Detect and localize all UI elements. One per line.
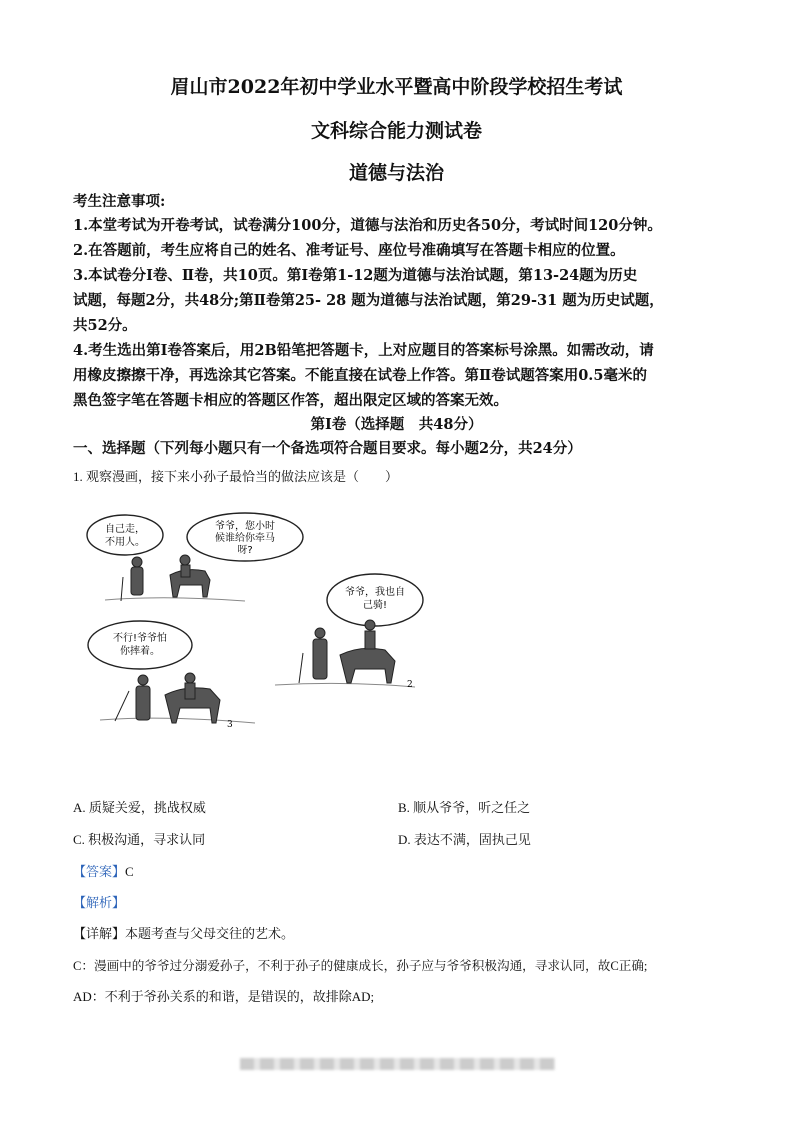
notice-line-4a: 4.考生选出第Ⅰ卷答案后，用2B铅笔把答题卡，上对应题目的答案标号涂黑。如需改动，请: [73, 342, 654, 359]
subject-title: 道德与法治: [348, 162, 444, 184]
detail-text: 本题考查与父母交往的艺术。: [125, 926, 295, 941]
notice-line-4c: 黑色签字笔在答题卡相应的答题区作答，超出限定区域的答案无效。: [73, 392, 508, 409]
bubble-text-3b: 己骑!: [362, 600, 388, 611]
option-c[interactable]: C. 积极沟通，寻求认同: [73, 832, 206, 847]
answer-label: 【答案】: [73, 864, 126, 879]
notice-line-3c: 共52分。: [73, 317, 137, 334]
exam-title: 眉山市2022年初中学业水平暨高中阶段学校招生考试: [170, 76, 623, 98]
bubble-text-2a: 爷爷，您小时: [215, 521, 275, 532]
analysis-ad-line: AD：不利于爷孙关系的和谐，是错误的，故排除AD;: [73, 989, 375, 1004]
notice-line-4b: 用橡皮擦擦干净，再选涂其它答案。不能直接在试卷上作答。第Ⅱ卷试题答案用0.5毫米的: [73, 367, 647, 384]
detail-label: 【详解】: [73, 926, 126, 941]
option-b[interactable]: B. 顺从爷爷，听之任之: [398, 800, 531, 815]
section-heading: 一、选择题（下列每小题只有一个备选项符合题目要求。每小题2分，共24分）: [73, 440, 582, 457]
option-d[interactable]: D. 表达不满，固执己见: [398, 832, 531, 847]
bubble-text-4b: 你摔着。: [120, 646, 160, 657]
analysis-c-line: C：漫画中的爷爷过分溺爱孙子，不利于孙子的健康成长，孙子应与爷爷积极沟通，寻求认同，故C正确;: [73, 959, 648, 973]
panel-number-3: 3: [227, 720, 233, 730]
notice-line-3a: 3.本试卷分Ⅰ卷、Ⅱ卷，共10页。第Ⅰ卷第1-12题为道德与法治试题，第13-24题为历史: [73, 267, 638, 284]
analysis-label: 【解析】: [73, 895, 126, 910]
blurred-footer: [240, 1058, 555, 1070]
answer-line: [73, 861, 134, 880]
answer-value: C: [125, 864, 134, 879]
panel-number-2: 2: [407, 680, 413, 690]
question-stem: 1. 观察漫画，接下来小孙子最恰当的做法应该是（ ）: [73, 469, 399, 484]
bubble-text-4a: 不行!爷爷怕: [112, 633, 168, 644]
exam-subtitle: 文科综合能力测试卷: [310, 120, 482, 142]
notice-line-1: 1.本堂考试为开卷考试，试卷满分100分，道德与法治和历史各50分，考试时间120分钟。: [73, 217, 662, 234]
notice-line-3b: 试题，每题2分，共48分;第Ⅱ卷第25- 28 题为道德与法治试题，第29-31 题为历史试题，: [73, 292, 664, 309]
bubble-text-1b: 不用人。: [105, 537, 145, 548]
notice-heading: 考生注意事项:: [73, 193, 166, 210]
bubble-text-1a: 自己走，: [105, 524, 145, 535]
bubble-text-3a: 爷爷，我也自: [345, 587, 405, 598]
part-heading: 第Ⅰ卷（选择题 共48分）: [310, 416, 483, 433]
bubble-text-2b: 候谁给你牵马: [215, 533, 275, 544]
cartoon-image: [85, 505, 445, 745]
bubble-text-2c: 呀?: [237, 545, 253, 556]
notice-line-2: 2.在答题前，考生应将自己的姓名、准考证号、座位号准确填写在答题卡相应的位置。: [73, 242, 625, 259]
detail-line: [73, 923, 294, 942]
option-a[interactable]: A. 质疑关爱，挑战权威: [73, 800, 206, 815]
